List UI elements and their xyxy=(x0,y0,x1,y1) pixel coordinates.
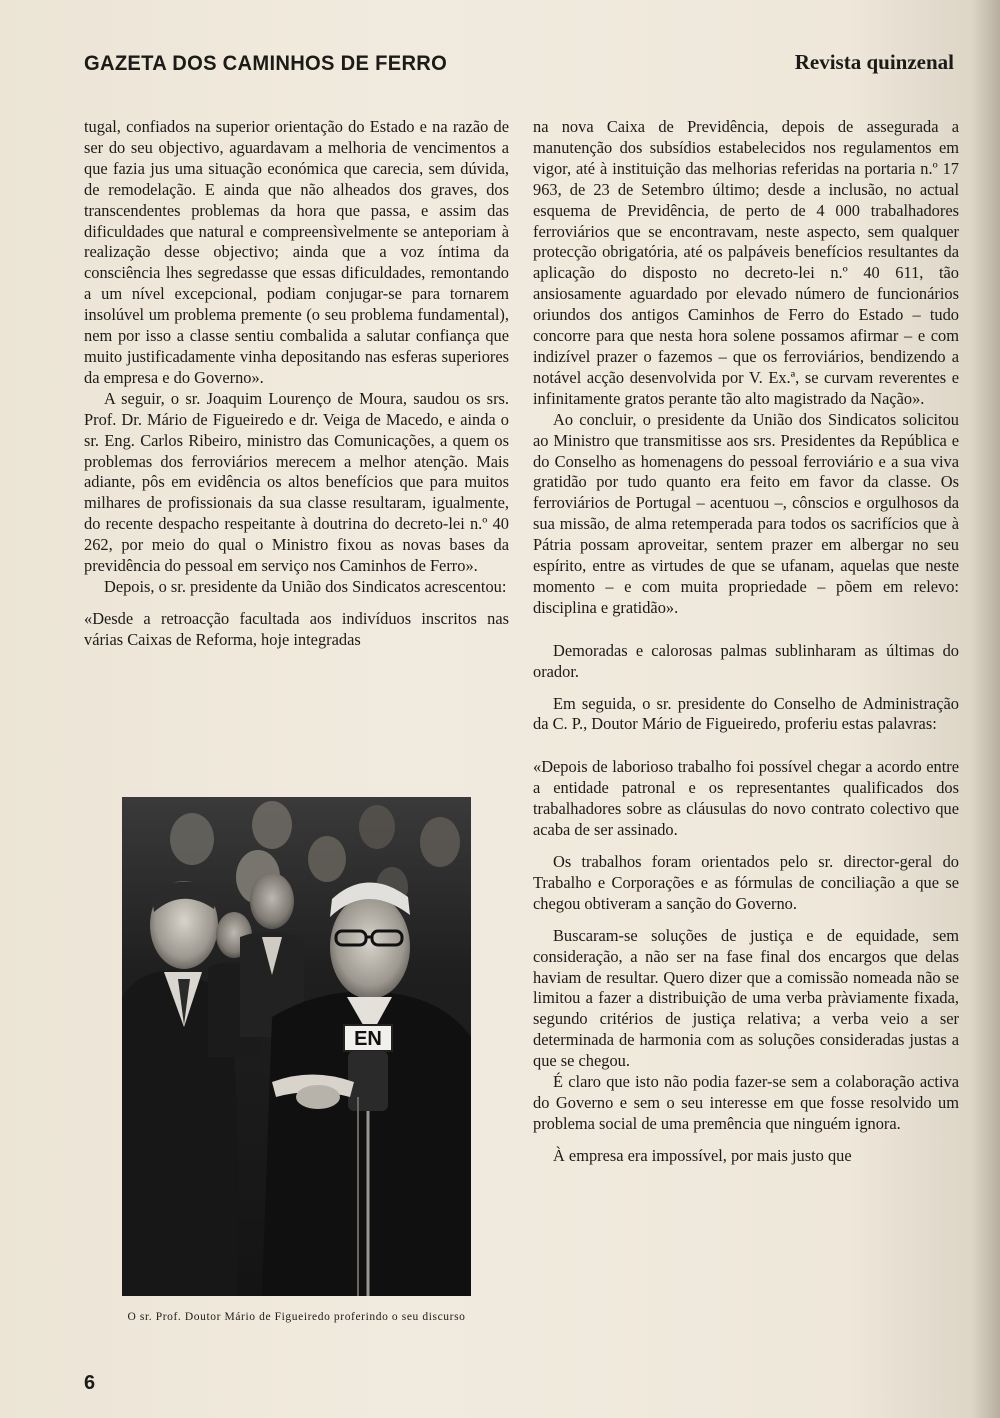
right-paragraph: Em seguida, o sr. presidente do Conselho de Administração da C. P., Doutor Mário de Figueiredo, proferiu estas palavras: xyxy=(533,693,959,734)
right-paragraph: Ao concluir, o presidente da União dos Sindicatos solicitou ao Ministro que transmitisse aos srs. Presidentes da República e do Conselho as homenagens do pessoal ferroviário e a sua viva gratidão por tudo quanto era feito em favor da classe. Os ferroviários de Portugal – acentuou –, cônscios e orgulhosos da sua missão, de alma retemperada para todos os sacrifícios que à Pátria possam aproveitar, sentem prazer em albergar no seu espírito, entre as virtudes de que se ufanam, aquelas que neste momento – e com muita propriedade – põem em relevo: disciplina e gratidão». xyxy=(533,409,959,617)
right-paragraph: Demoradas e calorosas palmas sublinharam as últimas do orador. xyxy=(533,640,959,681)
right-paragraph: «Depois de laborioso trabalho foi possível chegar a acordo entre a entidade patronal e os representantes qualificados dos trabalhadores sobre as cláusulas do novo contrato colectivo que acaba de ser assinado. xyxy=(533,757,959,840)
right-paragraph: É claro que isto não podia fazer-se sem a colaboração activa do Governo e sem o seu interesse em que fosse resolvido um problema social de uma premência que ninguém ignora. xyxy=(533,1072,959,1133)
journal-title: GAZETA DOS CAMINHOS DE FERRO xyxy=(84,52,448,75)
right-paragraph: na nova Caixa de Previdência, depois de assegurada a manutenção dos subsídios estabelecidos nos regulamentos em vigor, até à instituição das melhorias referidas na portaria n.º 17 963, de 23 de Setembro último; desde a inclusão, no actual esquema de Previdência, de perto de 4 000 trabalhadores ferroviários que se encontravam, neste aspecto, sem qualquer protecção obrigatória, até os palpáveis benefícios resultantes da aplicação do disposto no decreto-lei n.º 40 611, tão ansiosamente aguardado por elevado número de funcionários oriundos dos antigos Caminhos de Ferro do Estado – tudo concorre para que nesta hora solene possamos afirmar – e com indizível prazer o fazemos – que os ferroviários, bendizendo a notável acção desenvolvida por V. Ex.ª, se curvam reverentes e infinitamente gratos perante tão alto magistrado da Nação». xyxy=(533,117,959,408)
left-paragraph: A seguir, o sr. Joaquim Lourenço de Moura, saudou os srs. Prof. Dr. Mário de Figueiredo e dr. Veiga de Macedo, e ainda o sr. Eng. Carlos Ribeiro, ministro das Comunicações, a quem os problemas dos ferroviários merecem a melhor atenção. Mais adiante, pôs em evidência os altos benefícios que para muitos milhares de profissionais da sua classe resultaram, igualmente, do recente despacho respeitante à doutrina do decreto-lei n.º 40 262, por meio do qual o Ministro fixou as novas bases da previdência do pessoal em serviço nos Caminhos de Ferro». xyxy=(84,388,509,576)
right-paragraph: Buscaram-se soluções de justiça e de equidade, sem consideração, a não ser na fase final dos encargos que delas haviam de resultar. Quero dizer que a comissão nomeada não se limitou a fazer a distribuição de uma verba pràviamente fixada, segundo critérios de justiça relativa; a verba veio a ser determinada de harmonia com as soluções consideradas justas a que se chegou. xyxy=(533,925,959,1071)
journal-subtitle: Revista quinzenal xyxy=(794,50,954,74)
page-number: 6 xyxy=(84,1372,96,1394)
right-paragraph: Os trabalhos foram orientados pelo sr. director-geral do Trabalho e Corporações e as fórmulas de conciliação a que se chegou obtiveram a sanção do Governo. xyxy=(533,852,959,913)
page-edge-shadow xyxy=(972,0,1000,1418)
left-paragraph: Depois, o sr. presidente da União dos Sindicatos acrescentou: xyxy=(104,576,507,596)
photo-figure xyxy=(122,797,471,1324)
left-paragraph: tugal, confiados na superior orientação do Estado e na razão de ser do seu objectivo, aguardavam a melhoria de vencimentos a que fazia jus uma situação económica que carecia, sem dúvida, de remodelação. E ainda que não alheados dos graves, dos transcendentes problemas da hora que passa, e assim das dificuldades que natural e compreensìvelmente se anteporiam à realização desse objectivo; ainda que a voz íntima da consciência lhes segredasse que essas dificuldades, remontando a um nível excepcional, podiam conjugar-se para tornarem insolúvel um problema premente (o seu problema fundamental), nem por isso a classe sentiu combalida a salutar confiança que muito justificadamente vinha depositando nas esferas superiores da empresa e do Governo». xyxy=(84,117,509,387)
right-column xyxy=(533,117,959,1167)
photo-caption: O sr. Prof. Doutor Mário de Figueiredo proferindo o seu discurso xyxy=(127,1311,466,1323)
running-header xyxy=(84,50,954,84)
left-paragraph: «Desde a retroacção facultada aos indivíduos inscritos nas várias Caixas de Reforma, hoje integradas xyxy=(84,608,509,649)
microphone-label: EN xyxy=(354,1028,382,1050)
speaker-photo xyxy=(122,797,471,1296)
right-paragraph: À empresa era impossível, por mais justo que xyxy=(553,1145,852,1165)
left-column xyxy=(84,117,509,651)
